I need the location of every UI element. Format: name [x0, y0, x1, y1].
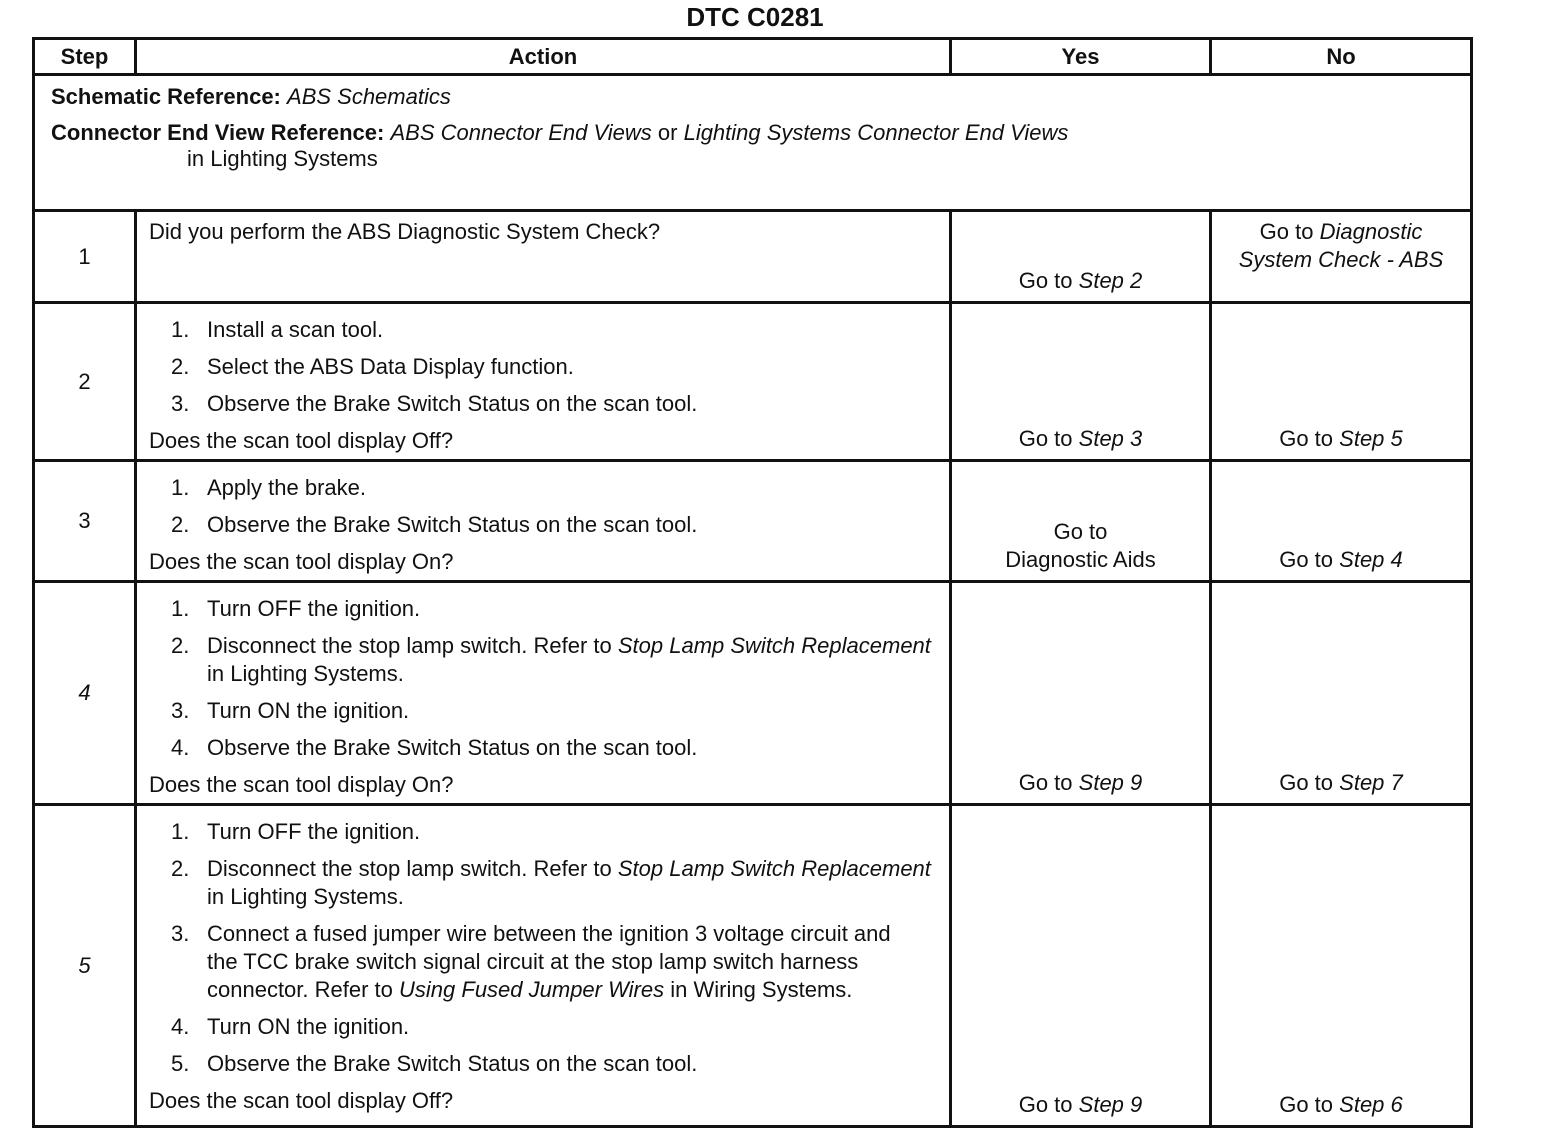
- stop-lamp-switch-link[interactable]: Stop Lamp Switch Replacement: [617, 856, 931, 881]
- no-cell: Go to Step 7: [1211, 582, 1472, 805]
- step-number: 3: [34, 461, 136, 582]
- table-row: [34, 582, 1472, 805]
- goto-step-link[interactable]: Step 7: [1339, 770, 1403, 795]
- no-cell: Go to Step 4: [1211, 461, 1472, 582]
- step-number: 1: [34, 211, 136, 303]
- no-cell: Go to Step 6: [1211, 805, 1472, 1127]
- goto-step-link[interactable]: Step 9: [1078, 1092, 1143, 1117]
- list-item: 2. Disconnect the stop lamp switch. Refer to Stop Lamp Switch Replacement in Lighting Systems.: [171, 633, 931, 686]
- list-item: 2. Select the ABS Data Display function.: [171, 354, 574, 379]
- table-row: [34, 461, 1472, 582]
- page-title: DTC C0281: [686, 2, 824, 32]
- instruction-list: [149, 474, 939, 539]
- list-item: 2. Disconnect the stop lamp switch. Refer to Stop Lamp Switch Replacement in Lighting Systems.: [171, 856, 931, 909]
- question-text: Did you perform the ABS Diagnostic System Check?: [149, 219, 661, 244]
- list-item: 1. Install a scan tool.: [171, 317, 384, 342]
- schematic-reference: Schematic Reference: ABS Schematics: [51, 84, 451, 109]
- yes-cell: Go to Step 9: [951, 805, 1211, 1127]
- list-item: 3. Observe the Brake Switch Status on the scan tool.: [171, 391, 698, 416]
- reference-cell: [34, 75, 1472, 211]
- yes-cell: Go to Step 3: [951, 303, 1211, 461]
- step-number: 5: [34, 805, 136, 1127]
- table-row: [34, 211, 1472, 303]
- diagnostic-table: [32, 37, 1473, 1128]
- goto-step-link[interactable]: Step 6: [1339, 1092, 1403, 1117]
- lighting-connector-link[interactable]: Lighting Systems Connector End Views: [683, 120, 1069, 145]
- goto-step-link[interactable]: Step 2: [1078, 268, 1143, 293]
- goto-step-link[interactable]: Step 3: [1078, 426, 1143, 451]
- list-item: 2. Observe the Brake Switch Status on the scan tool.: [171, 512, 698, 537]
- action-cell: [136, 303, 951, 461]
- instruction-list: [149, 595, 939, 762]
- header-step: Step: [34, 39, 136, 75]
- schematic-link[interactable]: ABS Schematics: [287, 84, 451, 109]
- step-number: 4: [34, 582, 136, 805]
- diagnostic-aids-link[interactable]: Diagnostic Aids: [1005, 547, 1156, 572]
- yes-cell: Go to Step 9: [951, 582, 1211, 805]
- table-row: [34, 303, 1472, 461]
- header-action: Action: [136, 39, 951, 75]
- list-item: 1. Turn OFF the ignition.: [171, 596, 421, 621]
- action-cell: [136, 211, 951, 303]
- goto-step-link[interactable]: Step 5: [1339, 426, 1403, 451]
- no-cell: Go to Diagnostic System Check - ABS: [1211, 211, 1472, 303]
- reference-row: [34, 75, 1472, 211]
- question-text: Does the scan tool display On?: [149, 772, 454, 797]
- list-item: 4. Turn ON the ignition.: [171, 1014, 410, 1039]
- question-text: Does the scan tool display On?: [149, 549, 454, 574]
- step-number: 2: [34, 303, 136, 461]
- list-item: 1. Apply the brake.: [171, 475, 366, 500]
- action-cell: [136, 461, 951, 582]
- instruction-list: [149, 316, 939, 418]
- question-text: Does the scan tool display Off?: [149, 1088, 454, 1113]
- list-item: 3. Turn ON the ignition.: [171, 698, 410, 723]
- diagnostic-system-check-link[interactable]: Diagnostic: [1319, 219, 1423, 244]
- list-item: 4. Observe the Brake Switch Status on the scan tool.: [171, 735, 698, 760]
- yes-cell: Go to Step 2: [951, 211, 1211, 303]
- connector-reference: Connector End View Reference: ABS Connector End Views or Lighting Systems Connector End Views: [51, 120, 1069, 145]
- yes-cell: Go to Diagnostic Aids: [951, 461, 1211, 582]
- action-cell: [136, 582, 951, 805]
- goto-step-link[interactable]: Step 4: [1339, 547, 1403, 572]
- no-cell: Go to Step 5: [1211, 303, 1472, 461]
- list-item: 1. Turn OFF the ignition.: [171, 819, 421, 844]
- header-yes: Yes: [951, 39, 1211, 75]
- list-item: 3. Connect a fused jumper wire between the ignition 3 voltage circuit and the TCC brake switch signal circuit at the stop lamp switch harness connector. Refer to Using Fused Jumper Wires in Wiring Systems.: [171, 921, 891, 1002]
- table-row: [34, 805, 1472, 1127]
- goto-step-link[interactable]: Step 9: [1078, 770, 1143, 795]
- stop-lamp-switch-link[interactable]: Stop Lamp Switch Replacement: [617, 633, 931, 658]
- abs-connector-link[interactable]: ABS Connector End Views: [390, 120, 652, 145]
- list-item: 5. Observe the Brake Switch Status on the scan tool.: [171, 1051, 698, 1076]
- connector-reference-suffix: in Lighting Systems: [187, 146, 378, 171]
- header-no: No: [1211, 39, 1472, 75]
- fused-jumper-wires-link[interactable]: Using Fused Jumper Wires: [399, 977, 665, 1002]
- action-cell: [136, 805, 951, 1127]
- question-text: Does the scan tool display Off?: [149, 428, 454, 453]
- header-row: [34, 39, 1472, 75]
- diagnostic-system-check-link-2[interactable]: System Check - ABS: [1238, 247, 1444, 272]
- instruction-list: [149, 818, 939, 1078]
